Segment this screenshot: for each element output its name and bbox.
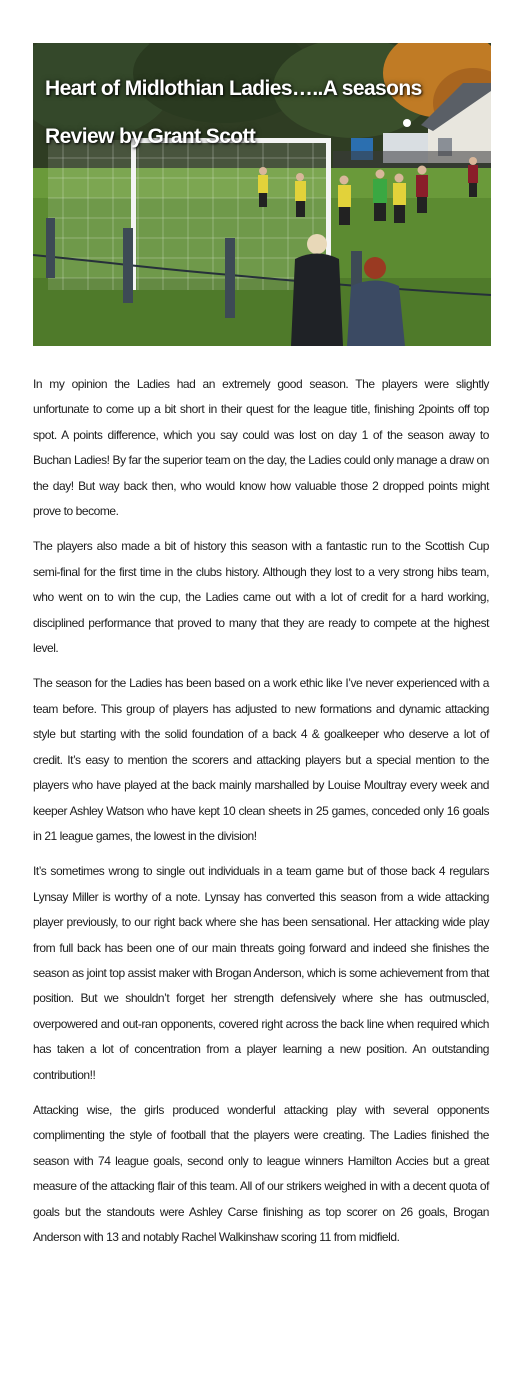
paragraph-lynsay-miller: It’s sometimes wrong to single out individuals in a team game but of those back 4 regulars Lynsay Miller is worthy of a note. Lynsay has converted this season from a wide attacking player previously, to our right back where she has been sensational. Her attacking wide play from full back has been one of our main threats going forward and indeed she finishes the season as joint top assist maker with Brogan Anderson, which is some achievement from that position. But we shouldn’t forget her strength defensively where she has outmuscled, overpowered and out-ran opponents, covered right across the back line when required which has taken a lot of concentration from a player learning a new position. An outstanding contribution!! (33, 864, 489, 1082)
paragraph-attacking-play: Attacking wise, the girls produced wonderful attacking play with several opponents complimenting the style of football that the players were creating. The Ladies finished the season with 74 league goals, second only to league winners Hamilton Accies but a great measure of the attacking flair of this team. All of our strikers weighed in with a decent quota of goals but the standouts were Ashley Carse finishing as top scorer on 26 goals, Brogan Anderson with 13 and notably Rachel Walkinshaw scoring 11 from midfield. (33, 1102, 489, 1244)
article-title: Heart of Midlothian Ladies…..A seasons Review by Grant Scott (45, 77, 422, 148)
paragraph-scottish-cup: The players also made a bit of history this season with a fantastic run to the Scottish Cup semi-final for the first time in the clubs history. Although they lost to a very strong hibs team, who went on to win the cup, the Ladies came out with a lot of credit for a hard working, disciplined performance that proved to many that they are ready to compete at the highest level. (33, 539, 489, 656)
paragraph-work-ethic: The season for the Ladies has been based on a work ethic like I’ve never experienced with a team before. This group of players has adjusted to new formations and dynamic attacking style but starting with the solid foundation of a back 4 & goalkeeper who deserve a lot of credit. It’s easy to mention the scorers and attacking players but a special mention to the players who have played at the back mainly marshalled by Louise Moultray every week and keeper Ashley Watson who have kept 10 clean sheets in 25 games, conceded only 16 goals in 21 league games, the lowest in the division! (33, 676, 489, 843)
article-body (33, 372, 489, 1260)
hero-photo (33, 43, 491, 346)
paragraph-season-overview: In my opinion the Ladies had an extremely good season. The players were slightly unfortunate to come up a bit short in their quest for the league title, finishing 2points off top spot. A points difference, which you say could was lost on day 1 of the season away to Buchan Ladies! By far the superior team on the day, the Ladies could only manage a draw on the day! But way back then, who would know how valuable those 2 dropped points might prove to become. (33, 377, 489, 519)
